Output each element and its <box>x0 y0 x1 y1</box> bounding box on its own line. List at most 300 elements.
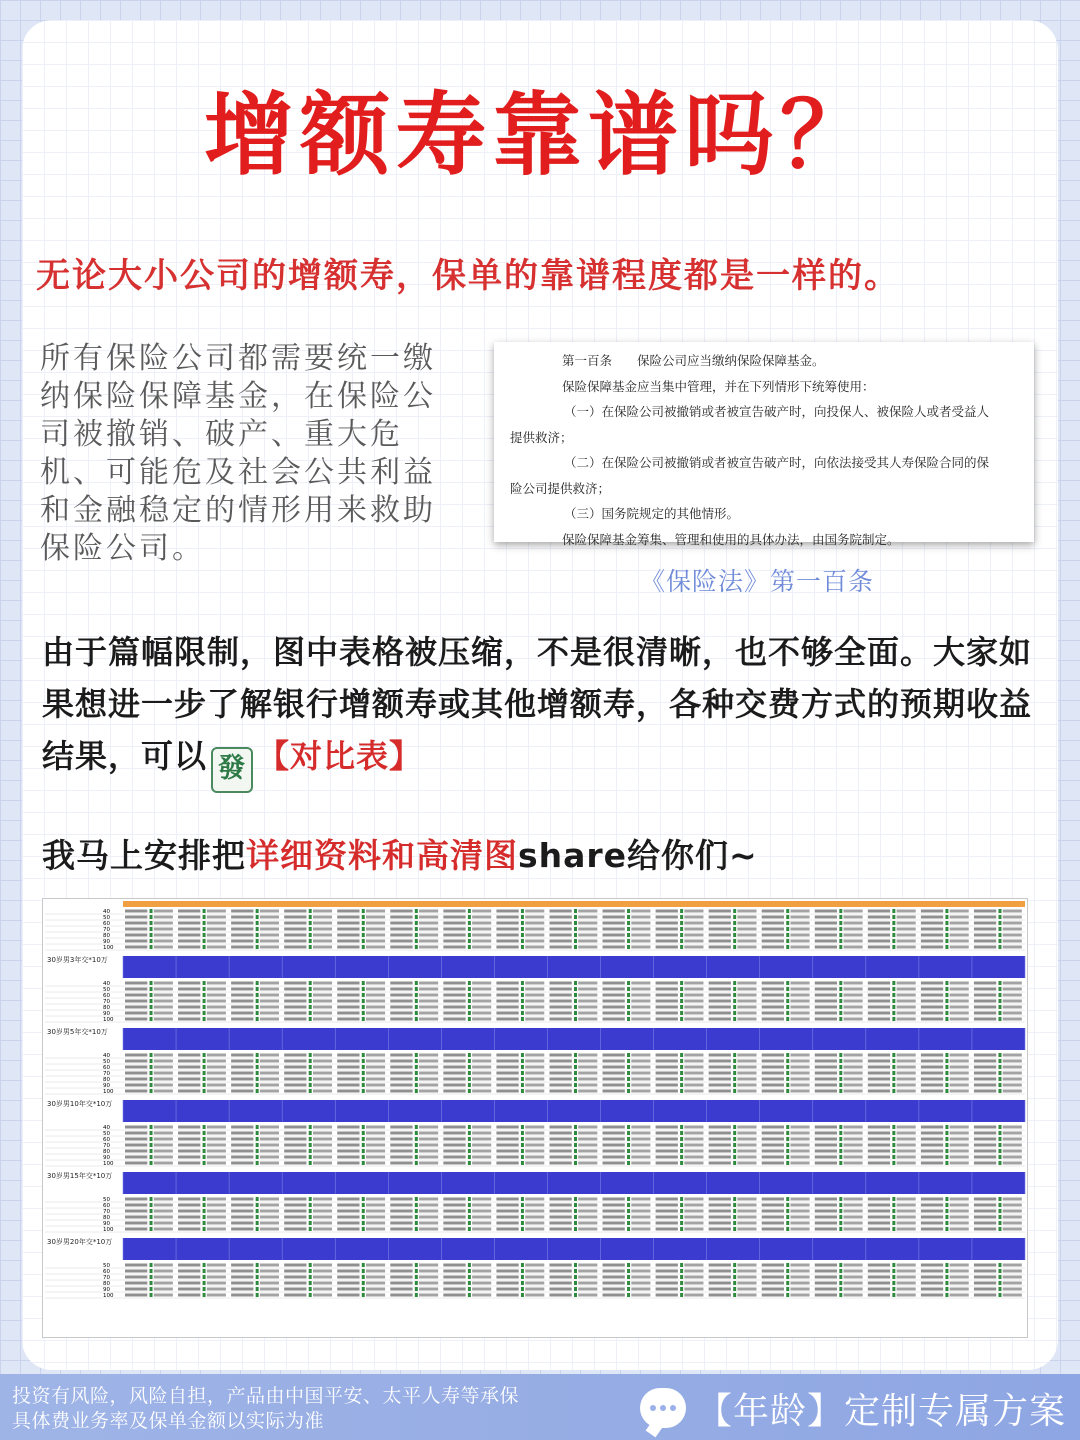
sheet-cell-value <box>178 1000 200 1003</box>
sheet-cell-rate <box>578 1162 597 1165</box>
sheet-cell-value <box>709 946 731 949</box>
sheet-cell-flag <box>839 1227 842 1231</box>
sheet-cell-flag <box>574 921 577 925</box>
sheet-cell-value <box>868 1060 890 1063</box>
sheet-cell-rate <box>207 946 226 949</box>
sheet-cell-value <box>762 1210 784 1213</box>
sheet-cell-flag <box>786 1017 789 1021</box>
sheet-cell-rate <box>472 1066 491 1069</box>
sheet-cell-value <box>284 1288 306 1291</box>
sheet-cell-rate <box>1003 928 1022 931</box>
sheet-cell-value <box>974 922 996 925</box>
sheet-cell-flag <box>362 1059 365 1063</box>
sheet-cell-value <box>974 982 996 985</box>
sheet-cell-value <box>974 1066 996 1069</box>
sheet-cell-flag <box>627 1287 630 1291</box>
sheet-cell-value <box>762 910 784 913</box>
sheet-cell-flag <box>680 1269 683 1273</box>
sheet-cell-value <box>974 1060 996 1063</box>
sheet-cell-flag <box>521 1131 524 1135</box>
sheet-cell-rate <box>897 1084 916 1087</box>
sheet-cell-rate <box>260 1126 279 1129</box>
sheet-cell-value <box>178 1090 200 1093</box>
sheet-cell-value <box>284 1150 306 1153</box>
share-highlight: 详细资料和高清图 <box>246 836 518 875</box>
sheet-cell-value <box>231 1222 253 1225</box>
sheet-cell-value <box>656 940 678 943</box>
sheet-cell-value <box>284 1078 306 1081</box>
sheet-cell-rate <box>525 1198 544 1201</box>
sheet-cell-rate <box>366 922 385 925</box>
sheet-cell-rate <box>631 946 650 949</box>
sheet-cell-rate <box>313 1288 332 1291</box>
sheet-cell-value <box>390 1072 412 1075</box>
sheet-cell-value <box>231 994 253 997</box>
sheet-cell-rate <box>578 934 597 937</box>
sheet-cell-flag <box>574 1071 577 1075</box>
sheet-cell-rate <box>631 1264 650 1267</box>
sheet-cell-rate <box>154 1150 173 1153</box>
sheet-cell-flag <box>415 1269 418 1273</box>
sheet-cell-value <box>337 1150 359 1153</box>
sheet-cell-rate <box>684 910 703 913</box>
sheet-cell-value <box>496 1228 518 1231</box>
sheet-cell-flag <box>521 1281 524 1285</box>
sheet-cell-rate <box>897 922 916 925</box>
sheet-cell-flag <box>733 915 736 919</box>
sheet-cell-flag <box>468 1089 471 1093</box>
sheet-cell-value <box>815 988 837 991</box>
sheet-cell-rate <box>472 1018 491 1021</box>
sheet-cell-rate <box>472 946 491 949</box>
sheet-cell-value <box>178 946 200 949</box>
sheet-cell-value <box>709 1156 731 1159</box>
sheet-cell-value <box>178 1066 200 1069</box>
sheet-cell-flag <box>256 1263 259 1267</box>
sheet-cell-rate <box>472 940 491 943</box>
sheet-cell-flag <box>574 1083 577 1087</box>
sheet-cell-flag <box>415 1125 418 1129</box>
sheet-cell-flag <box>309 1227 312 1231</box>
sheet-cell-flag <box>892 1209 895 1213</box>
sheet-cell-flag <box>998 1275 1001 1279</box>
sheet-cell-rate <box>419 1018 438 1021</box>
sheet-row-label: 80 <box>103 1077 110 1083</box>
sheet-cell-rate <box>844 1012 863 1015</box>
sheet-cell-value <box>709 1006 731 1009</box>
sheet-cell-value <box>709 1162 731 1165</box>
sheet-cell-value <box>125 1060 147 1063</box>
sheet-header-band <box>123 1238 1025 1260</box>
sheet-cell-flag <box>839 1017 842 1021</box>
sheet-cell-flag <box>150 1077 153 1081</box>
sheet-cell-value <box>178 1222 200 1225</box>
sheet-cell-flag <box>256 1161 259 1165</box>
sheet-cell-rate <box>154 1132 173 1135</box>
sheet-cell-value <box>284 1060 306 1063</box>
sheet-cell-flag <box>203 1137 206 1141</box>
sheet-cell-value <box>337 1066 359 1069</box>
sheet-cell-value <box>974 940 996 943</box>
sheet-cell-flag <box>892 1143 895 1147</box>
sheet-cell-value <box>549 1012 571 1015</box>
sheet-cell-value <box>868 1126 890 1129</box>
sheet-cell-rate <box>207 1204 226 1207</box>
sheet-cell-value <box>390 1270 412 1273</box>
sheet-cell-value <box>921 1054 943 1057</box>
sheet-cell-value <box>178 1162 200 1165</box>
sheet-cell-rate <box>684 1204 703 1207</box>
sheet-cell-rate <box>897 1018 916 1021</box>
sheet-cell-rate <box>366 1294 385 1297</box>
sheet-cell-rate <box>844 1060 863 1063</box>
sheet-cell-value <box>921 1084 943 1087</box>
sheet-cell-flag <box>892 1281 895 1285</box>
sheet-cell-value <box>337 916 359 919</box>
sheet-cell-flag <box>733 1059 736 1063</box>
sheet-cell-flag <box>892 1125 895 1129</box>
sheet-cell-rate <box>578 928 597 931</box>
sheet-cell-rate <box>844 1162 863 1165</box>
sheet-cell-rate <box>419 1072 438 1075</box>
sheet-cell-flag <box>415 1089 418 1093</box>
sheet-cell-flag <box>309 1071 312 1075</box>
sheet-cell-rate <box>366 1204 385 1207</box>
sheet-cell-flag <box>680 1209 683 1213</box>
sheet-cell-rate <box>366 1270 385 1273</box>
sheet-cell-rate <box>154 1162 173 1165</box>
sheet-cell-rate <box>844 1276 863 1279</box>
sheet-cell-value <box>603 1204 625 1207</box>
sheet-cell-rate <box>897 1012 916 1015</box>
sheet-cell-rate <box>578 946 597 949</box>
sheet-cell-flag <box>415 1293 418 1297</box>
sheet-cell-rate <box>472 1270 491 1273</box>
sheet-cell-value <box>337 1294 359 1297</box>
sheet-cell-flag <box>627 1227 630 1231</box>
sheet-cell-value <box>974 1138 996 1141</box>
sheet-cell-flag <box>521 1287 524 1291</box>
sheet-cell-rate <box>897 1282 916 1285</box>
sheet-row-label: 50 <box>103 1131 110 1137</box>
sheet-cell-value <box>390 1216 412 1219</box>
sheet-cell-rate <box>260 1090 279 1093</box>
sheet-cell-flag <box>892 1275 895 1279</box>
sheet-row-label: 70 <box>103 1275 110 1281</box>
sheet-cell-rate <box>737 1294 756 1297</box>
custom-plan-cta[interactable] <box>640 1380 1066 1436</box>
sheet-cell-rate <box>419 1060 438 1063</box>
sheet-cell-value <box>443 946 465 949</box>
sheet-cell-rate <box>684 1162 703 1165</box>
sheet-cell-flag <box>627 1209 630 1213</box>
sheet-cell-rate <box>684 1150 703 1153</box>
sheet-cell-value <box>921 1294 943 1297</box>
sheet-cell-value <box>125 1054 147 1057</box>
sheet-cell-rate <box>472 1084 491 1087</box>
sheet-cell-flag <box>203 921 206 925</box>
sheet-cell-flag <box>256 915 259 919</box>
mahjong-fa-icon: 發 <box>211 747 253 793</box>
sheet-cell-flag <box>680 1275 683 1279</box>
sheet-cell-flag <box>203 1197 206 1201</box>
sheet-block-label: 30岁男10年交*10万 <box>47 1100 113 1108</box>
sheet-cell-rate <box>472 1072 491 1075</box>
sheet-cell-rate <box>684 922 703 925</box>
sheet-cell-rate <box>419 1090 438 1093</box>
sheet-cell-value <box>868 934 890 937</box>
sheet-cell-rate <box>737 1144 756 1147</box>
sheet-cell-rate <box>1003 1066 1022 1069</box>
sheet-cell-flag <box>892 1221 895 1225</box>
sheet-cell-flag <box>892 1269 895 1273</box>
sheet-cell-value <box>337 922 359 925</box>
sheet-cell-flag <box>415 1149 418 1153</box>
sheet-cell-flag <box>945 1155 948 1159</box>
sheet-cell-flag <box>998 1197 1001 1201</box>
sheet-block-label: 30岁男3年交*10万 <box>47 956 108 964</box>
sheet-cell-flag <box>892 939 895 943</box>
sheet-cell-value <box>868 1006 890 1009</box>
sheet-cell-rate <box>472 1294 491 1297</box>
sheet-cell-flag <box>680 945 683 949</box>
sheet-cell-value <box>125 1006 147 1009</box>
sheet-cell-rate <box>950 1144 969 1147</box>
sheet-cell-rate <box>366 934 385 937</box>
sheet-cell-flag <box>733 1215 736 1219</box>
sheet-cell-value <box>496 1138 518 1141</box>
sheet-cell-rate <box>737 1288 756 1291</box>
comparison-table-link[interactable]: 【对比表】 <box>257 737 423 775</box>
sheet-cell-rate <box>525 988 544 991</box>
sheet-cell-flag <box>786 1077 789 1081</box>
sheet-cell-flag <box>468 1281 471 1285</box>
sheet-cell-rate <box>154 1054 173 1057</box>
sheet-cell-value <box>443 1150 465 1153</box>
sheet-block-label: 30岁男20年交*10万 <box>47 1238 113 1246</box>
sheet-cell-value <box>603 1006 625 1009</box>
sheet-cell-value <box>656 988 678 991</box>
sheet-cell-value <box>125 1282 147 1285</box>
sheet-cell-rate <box>366 1066 385 1069</box>
sheet-cell-value <box>390 1282 412 1285</box>
sheet-cell-value <box>390 1204 412 1207</box>
sheet-cell-flag <box>998 1203 1001 1207</box>
sheet-cell-rate <box>737 1222 756 1225</box>
sheet-cell-rate <box>631 934 650 937</box>
sheet-cell-value <box>284 1276 306 1279</box>
sheet-cell-flag <box>309 1143 312 1147</box>
sheet-cell-rate <box>1003 1072 1022 1075</box>
sheet-cell-flag <box>362 1203 365 1207</box>
sheet-cell-flag <box>945 1053 948 1057</box>
sheet-cell-flag <box>203 999 206 1003</box>
sheet-cell-rate <box>684 1144 703 1147</box>
sheet-cell-value <box>656 1198 678 1201</box>
sheet-cell-value <box>762 940 784 943</box>
sheet-cell-flag <box>998 1125 1001 1129</box>
sheet-cell-rate <box>790 1060 809 1063</box>
sheet-cell-flag <box>362 1071 365 1075</box>
sheet-cell-flag <box>627 1215 630 1219</box>
sheet-cell-value <box>178 1060 200 1063</box>
sheet-cell-rate <box>260 1000 279 1003</box>
sheet-cell-rate <box>631 994 650 997</box>
sheet-row-label: 100 <box>103 1089 114 1095</box>
sheet-cell-value <box>284 1282 306 1285</box>
sheet-cell-value <box>337 1228 359 1231</box>
sheet-cell-flag <box>203 1143 206 1147</box>
sheet-cell-flag <box>309 981 312 985</box>
sheet-cell-value <box>125 1084 147 1087</box>
sheet-cell-value <box>496 1216 518 1219</box>
sheet-cell-rate <box>260 1270 279 1273</box>
sheet-block-label: 30岁男5年交*10万 <box>47 1028 108 1036</box>
sheet-cell-flag <box>945 1221 948 1225</box>
sheet-cell-value <box>815 928 837 931</box>
sheet-cell-flag <box>786 1053 789 1057</box>
sheet-cell-value <box>762 988 784 991</box>
sheet-cell-rate <box>260 1282 279 1285</box>
sheet-cell-flag <box>839 1203 842 1207</box>
sheet-cell-value <box>443 1228 465 1231</box>
sheet-cell-rate <box>950 1228 969 1231</box>
sheet-cell-flag <box>680 933 683 937</box>
sheet-cell-flag <box>468 915 471 919</box>
sheet-cell-value <box>284 988 306 991</box>
sheet-cell-value <box>868 1210 890 1213</box>
sheet-cell-rate <box>897 1276 916 1279</box>
sheet-cell-flag <box>468 993 471 997</box>
sheet-cell-value <box>762 1264 784 1267</box>
sheet-row-label: 50 <box>103 1197 110 1203</box>
sheet-cell-rate <box>472 1282 491 1285</box>
sheet-cell-flag <box>892 1215 895 1219</box>
sheet-cell-value <box>974 934 996 937</box>
sheet-cell-rate <box>790 1222 809 1225</box>
sheet-cell-rate <box>578 1198 597 1201</box>
sheet-cell-rate <box>950 988 969 991</box>
sheet-cell-rate <box>631 940 650 943</box>
sheet-cell-flag <box>521 1011 524 1015</box>
sheet-cell-flag <box>150 1215 153 1219</box>
sheet-row-label: 90 <box>103 1083 110 1089</box>
sheet-cell-rate <box>154 1276 173 1279</box>
sheet-cell-rate <box>790 1288 809 1291</box>
law-line: （二）在保险公司被撤销或者被宣告破产时，向依法接受其人寿保险合同的保 <box>564 455 990 470</box>
sheet-cell-flag <box>521 1065 524 1069</box>
sheet-cell-rate <box>950 982 969 985</box>
sheet-cell-flag <box>521 1089 524 1093</box>
sheet-cell-rate <box>684 988 703 991</box>
sheet-cell-value <box>231 1276 253 1279</box>
sheet-cell-rate <box>684 940 703 943</box>
sheet-cell-value <box>921 1282 943 1285</box>
sheet-cell-flag <box>203 1149 206 1153</box>
sheet-cell-value <box>337 910 359 913</box>
sheet-cell-flag <box>362 1221 365 1225</box>
sheet-cell-flag <box>627 1155 630 1159</box>
sheet-cell-value <box>390 1060 412 1063</box>
sheet-cell-rate <box>950 1222 969 1225</box>
sheet-cell-value <box>231 1084 253 1087</box>
sheet-cell-value <box>603 1288 625 1291</box>
sheet-cell-value <box>496 1054 518 1057</box>
sheet-cell-value <box>125 922 147 925</box>
sheet-cell-rate <box>419 928 438 931</box>
sheet-cell-flag <box>680 1017 683 1021</box>
sheet-cell-rate <box>419 1270 438 1273</box>
sheet-cell-value <box>125 1078 147 1081</box>
sheet-cell-rate <box>790 1198 809 1201</box>
sheet-cell-rate <box>578 1210 597 1213</box>
sheet-cell-flag <box>521 987 524 991</box>
sheet-cell-value <box>284 910 306 913</box>
sheet-cell-value <box>178 1006 200 1009</box>
sheet-cell-flag <box>415 1221 418 1225</box>
sheet-cell-value <box>603 1078 625 1081</box>
sheet-cell-flag <box>256 1089 259 1093</box>
sheet-cell-value <box>656 1090 678 1093</box>
sheet-cell-value <box>709 1066 731 1069</box>
sheet-cell-flag <box>786 1065 789 1069</box>
sheet-cell-value <box>603 1012 625 1015</box>
sheet-row-label: 40 <box>103 981 110 987</box>
sheet-cell-value <box>125 946 147 949</box>
sheet-cell-value <box>443 1084 465 1087</box>
sheet-row-label: 50 <box>103 1263 110 1269</box>
sheet-cell-rate <box>684 994 703 997</box>
sheet-cell-flag <box>150 1011 153 1015</box>
sheet-cell-flag <box>203 1005 206 1009</box>
sheet-cell-flag <box>627 1125 630 1129</box>
sheet-cell-flag <box>627 999 630 1003</box>
sheet-cell-rate <box>419 1216 438 1219</box>
sheet-cell-rate <box>207 1054 226 1057</box>
sheet-cell-value <box>762 1066 784 1069</box>
sheet-cell-flag <box>362 909 365 913</box>
sheet-cell-rate <box>684 1210 703 1213</box>
sheet-cell-rate <box>631 1144 650 1147</box>
sheet-cell-flag <box>203 933 206 937</box>
sheet-cell-rate <box>525 934 544 937</box>
sheet-cell-value <box>284 1072 306 1075</box>
sheet-cell-rate <box>790 1018 809 1021</box>
sheet-cell-flag <box>627 1089 630 1093</box>
sheet-cell-value <box>868 1270 890 1273</box>
sheet-cell-rate <box>366 1228 385 1231</box>
sheet-cell-flag <box>945 981 948 985</box>
sheet-cell-rate <box>631 1126 650 1129</box>
sheet-cell-rate <box>154 1222 173 1225</box>
sheet-cell-value <box>125 982 147 985</box>
sheet-cell-value <box>709 1264 731 1267</box>
sheet-cell-flag <box>256 1281 259 1285</box>
sheet-cell-value <box>709 1228 731 1231</box>
sheet-cell-flag <box>998 1077 1001 1081</box>
sheet-cell-flag <box>998 1293 1001 1297</box>
sheet-cell-value <box>125 1288 147 1291</box>
sheet-cell-flag <box>362 933 365 937</box>
sheet-cell-value <box>709 1000 731 1003</box>
sheet-cell-rate <box>737 1090 756 1093</box>
sheet-cell-value <box>125 1216 147 1219</box>
sheet-cell-value <box>284 1132 306 1135</box>
sheet-cell-rate <box>737 1000 756 1003</box>
sheet-cell-rate <box>737 982 756 985</box>
sheet-cell-value <box>868 910 890 913</box>
sheet-cell-value <box>390 982 412 985</box>
